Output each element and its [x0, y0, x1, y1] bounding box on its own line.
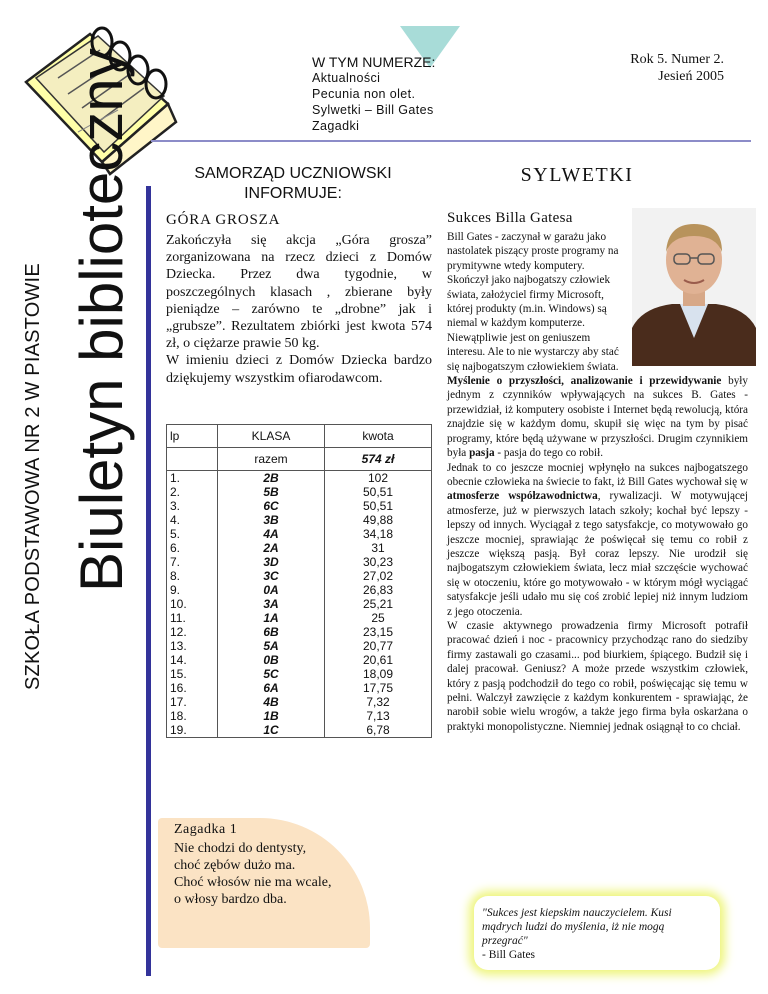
- table-row: [167, 667, 432, 681]
- row-amount: 6,78: [325, 723, 432, 738]
- issue-season: Jesień 2005: [658, 69, 724, 84]
- row-amount: 49,88: [325, 513, 432, 527]
- row-amount: 50,51: [325, 485, 432, 499]
- row-amount: 50,51: [325, 499, 432, 513]
- row-class: 6C: [218, 499, 325, 513]
- issue-number: Rok 5. Numer 2.: [630, 52, 724, 67]
- row-amount: 23,15: [325, 625, 432, 639]
- table-row: [167, 513, 432, 527]
- table-row: [167, 555, 432, 569]
- vertical-accent-bar: [146, 186, 151, 976]
- table-row: [167, 681, 432, 695]
- bold-phrase: pasja: [469, 447, 495, 460]
- paragraph: W imieniu dzieci z Domów Dziecka bardzo dziękujemy wszystkim ofiarodawcom.: [166, 353, 432, 386]
- total-value: 574 zł: [325, 448, 432, 471]
- row-lp: 17.: [167, 695, 218, 709]
- riddle-line: Nie chodzi do dentysty,: [174, 841, 307, 856]
- row-lp: 8.: [167, 569, 218, 583]
- bold-phrase: atmosferze współzawodnictwa: [447, 490, 598, 503]
- row-amount: 7,13: [325, 709, 432, 723]
- issue-item: Pecunia non olet.: [312, 87, 416, 101]
- row-lp: 4.: [167, 513, 218, 527]
- issue-item: Aktualności: [312, 71, 381, 85]
- row-class: 4A: [218, 527, 325, 541]
- row-class: 5B: [218, 485, 325, 499]
- riddle-title: Zagadka 1: [174, 822, 238, 837]
- row-amount: 17,75: [325, 681, 432, 695]
- table-row: [167, 583, 432, 597]
- row-lp: 7.: [167, 555, 218, 569]
- row-class: 4B: [218, 695, 325, 709]
- school-name: SZKOŁA PODSTAWOWA NR 2 W PIASTOWIE: [22, 263, 44, 690]
- row-lp: 9.: [167, 583, 218, 597]
- row-amount: 26,83: [325, 583, 432, 597]
- quote-author: - Bill Gates: [482, 949, 536, 961]
- row-amount: 7,32: [325, 695, 432, 709]
- column-header-class: KLASA: [218, 425, 325, 448]
- section-title-student-council: SAMORZĄD UCZNIOWSKI INFORMUJE:: [194, 165, 392, 202]
- row-amount: 34,18: [325, 527, 432, 541]
- row-class: 6A: [218, 681, 325, 695]
- row-lp: 10.: [167, 597, 218, 611]
- row-class: 1C: [218, 723, 325, 738]
- table-row: [167, 639, 432, 653]
- table-row: [167, 695, 432, 709]
- issue-item: Zagadki: [312, 119, 360, 133]
- row-lp: 13.: [167, 639, 218, 653]
- table-row: [167, 723, 432, 738]
- row-class: 1A: [218, 611, 325, 625]
- riddle-line: choć zębów dużo ma.: [174, 858, 296, 873]
- row-lp: 18.: [167, 709, 218, 723]
- row-lp: 2.: [167, 485, 218, 499]
- in-this-issue-list: [312, 70, 434, 134]
- in-this-issue-title: W TYM NUMERZE:: [312, 54, 436, 70]
- row-lp: 19.: [167, 723, 218, 738]
- row-amount: 31: [325, 541, 432, 555]
- article-body-gora-grosza: [166, 232, 432, 387]
- row-lp: 12.: [167, 625, 218, 639]
- issue-item: Sylwetki – Bill Gates: [312, 103, 434, 117]
- row-lp: 6.: [167, 541, 218, 555]
- row-class: 6B: [218, 625, 325, 639]
- table-row: [167, 611, 432, 625]
- paragraph: Jednak to co jeszcze mocniej wpłynęło na sukces najbogatszego obecnie człowieka na świecie to fakt, iż Bill Gates wychował się w atmosferze współzawodnictwa, rywalizacji. W motywującej atmosferze, już w pierwszych latach szkoły; kochał być lepszy - lepszy od innych. Wyciągał z tego satysfakcje, co motywowało go jeszcze mocniej, sprawiając że poświęcał się temu co robił z jeszcze większą pasją. Był coraz lepszy. Nie urodził się najbogatszym człowiekiem świata, lecz miał szczęście wychować się w otoczeniu, które go motywowało - w którym mógł wyciągać satysfakcje jeśli udało mu się coś zrobić lepiej niż innym ludziom z jego otoczenia.: [447, 461, 748, 618]
- table-row: [167, 541, 432, 555]
- collection-table: [166, 424, 432, 738]
- table-row: [167, 569, 432, 583]
- row-amount: 25: [325, 611, 432, 625]
- quote-text: "Sukces jest kiepskim nauczycielem. Kusi mądrych ludzi do myślenia, iż nie mogą przegrać": [482, 907, 672, 947]
- article-body-bill-gates: [447, 230, 748, 734]
- row-amount: 20,61: [325, 653, 432, 667]
- table-row: [167, 527, 432, 541]
- row-class: 2A: [218, 541, 325, 555]
- row-amount: 102: [325, 471, 432, 486]
- riddle-text: [174, 840, 331, 908]
- row-class: 3A: [218, 597, 325, 611]
- column-header-lp: lp: [167, 425, 218, 448]
- row-lp: 3.: [167, 499, 218, 513]
- row-class: 3C: [218, 569, 325, 583]
- bulletin-title: Biuletyn biblioteczny: [68, 48, 135, 592]
- row-class: 5A: [218, 639, 325, 653]
- paragraph: Myślenie o przyszłości, analizowanie i przewidywanie były jednym z czynników wpływających na sukces B. Gates - przewidział, iż komputery osobiste i Internet będą rewolucją, która znajdzie się w każdym domu, skupił się więc na tym by pisać programy, które będą używane w przyszłości. Drugim czynnikiem była pasja - pasja do tego co robił.: [447, 375, 748, 460]
- column-header-amount: kwota: [325, 425, 432, 448]
- table-row: [167, 625, 432, 639]
- table-row: [167, 499, 432, 513]
- row-amount: 25,21: [325, 597, 432, 611]
- row-lp: 14.: [167, 653, 218, 667]
- row-class: 0A: [218, 583, 325, 597]
- row-class: 5C: [218, 667, 325, 681]
- riddle-line: Choć włosów nie ma wcale,: [174, 875, 332, 890]
- row-class: 2B: [218, 471, 325, 486]
- row-lp: 16.: [167, 681, 218, 695]
- riddle-line: o włosy bardzo dba.: [174, 892, 287, 907]
- table-body: [167, 471, 432, 738]
- row-class: 3D: [218, 555, 325, 569]
- table-total-row: [167, 448, 432, 471]
- paragraph: W czasie aktywnego prowadzenia firmy Microsoft potrafił pracować dzień i noc - pracownicy przychodząc rano do siedziby firmy zastawali go czasami... pod biurkiem, śpiącego. Budził się i dalej pracował. Geniusz? A może przede wszystkim człowiek, który z pasją podchodził do tego co robił, poświęcając się temu w pełni. Walczył zawzięcie z każdym konkurentem - sprawiając, że narobił sobie wielu wrogów, a także jego firma była oskarżana o praktyki monopolistyczne. Niemniej jednak osiągnął to co chciał.: [447, 619, 748, 733]
- row-amount: 30,23: [325, 555, 432, 569]
- table-row: [167, 471, 432, 486]
- row-lp: 15.: [167, 667, 218, 681]
- table-row: [167, 597, 432, 611]
- paragraph: [447, 230, 748, 374]
- table-header-row: [167, 425, 432, 448]
- row-amount: 18,09: [325, 667, 432, 681]
- row-amount: 27,02: [325, 569, 432, 583]
- row-class: 1B: [218, 709, 325, 723]
- paragraph: Zakończyła się akcja „Góra grosza” zorganizowana na rzecz dzieci z Domów Dziecka. Przez dwa tygodnie, w poszczególnych klasach , zbierane były pieniądze – zarówno te „drobne” jak i „grubsze”. Rezultatem zbiórki jest kwota 574 zł, o ciężarze prawie 50 kg.: [166, 233, 432, 352]
- row-lp: 5.: [167, 527, 218, 541]
- intro-text: Bill Gates - zaczynał w garażu jako nastolatek piszący proste programy na prymitywne wtedy komputery. Skończył jako najbogatszy człowiek świata, założyciel firmy Microsoft, której produkty (m.in. Windows) są niemal w każdym komputerze. Niewątpliwie jest on geniuszem interesu. Ale to nie wystarczy aby stać się najbogatszym człowiekiem świata.: [447, 231, 619, 373]
- row-class: 0B: [218, 653, 325, 667]
- table-row: [167, 709, 432, 723]
- bold-phrase: Myślenie o przyszłości, analizowanie i przewidywanie: [447, 375, 722, 388]
- section-title-profiles: SYLWETKI: [520, 164, 634, 186]
- table-row: [167, 653, 432, 667]
- article-title-bill-gates: Sukces Billa Gatesa: [447, 210, 573, 226]
- table-row: [167, 485, 432, 499]
- row-amount: 20,77: [325, 639, 432, 653]
- header-divider: [151, 140, 751, 142]
- row-class: 3B: [218, 513, 325, 527]
- row-lp: 11.: [167, 611, 218, 625]
- total-label: razem: [218, 448, 325, 471]
- article-title-gora-grosza: GÓRA GROSZA: [166, 212, 281, 228]
- row-lp: 1.: [167, 471, 218, 486]
